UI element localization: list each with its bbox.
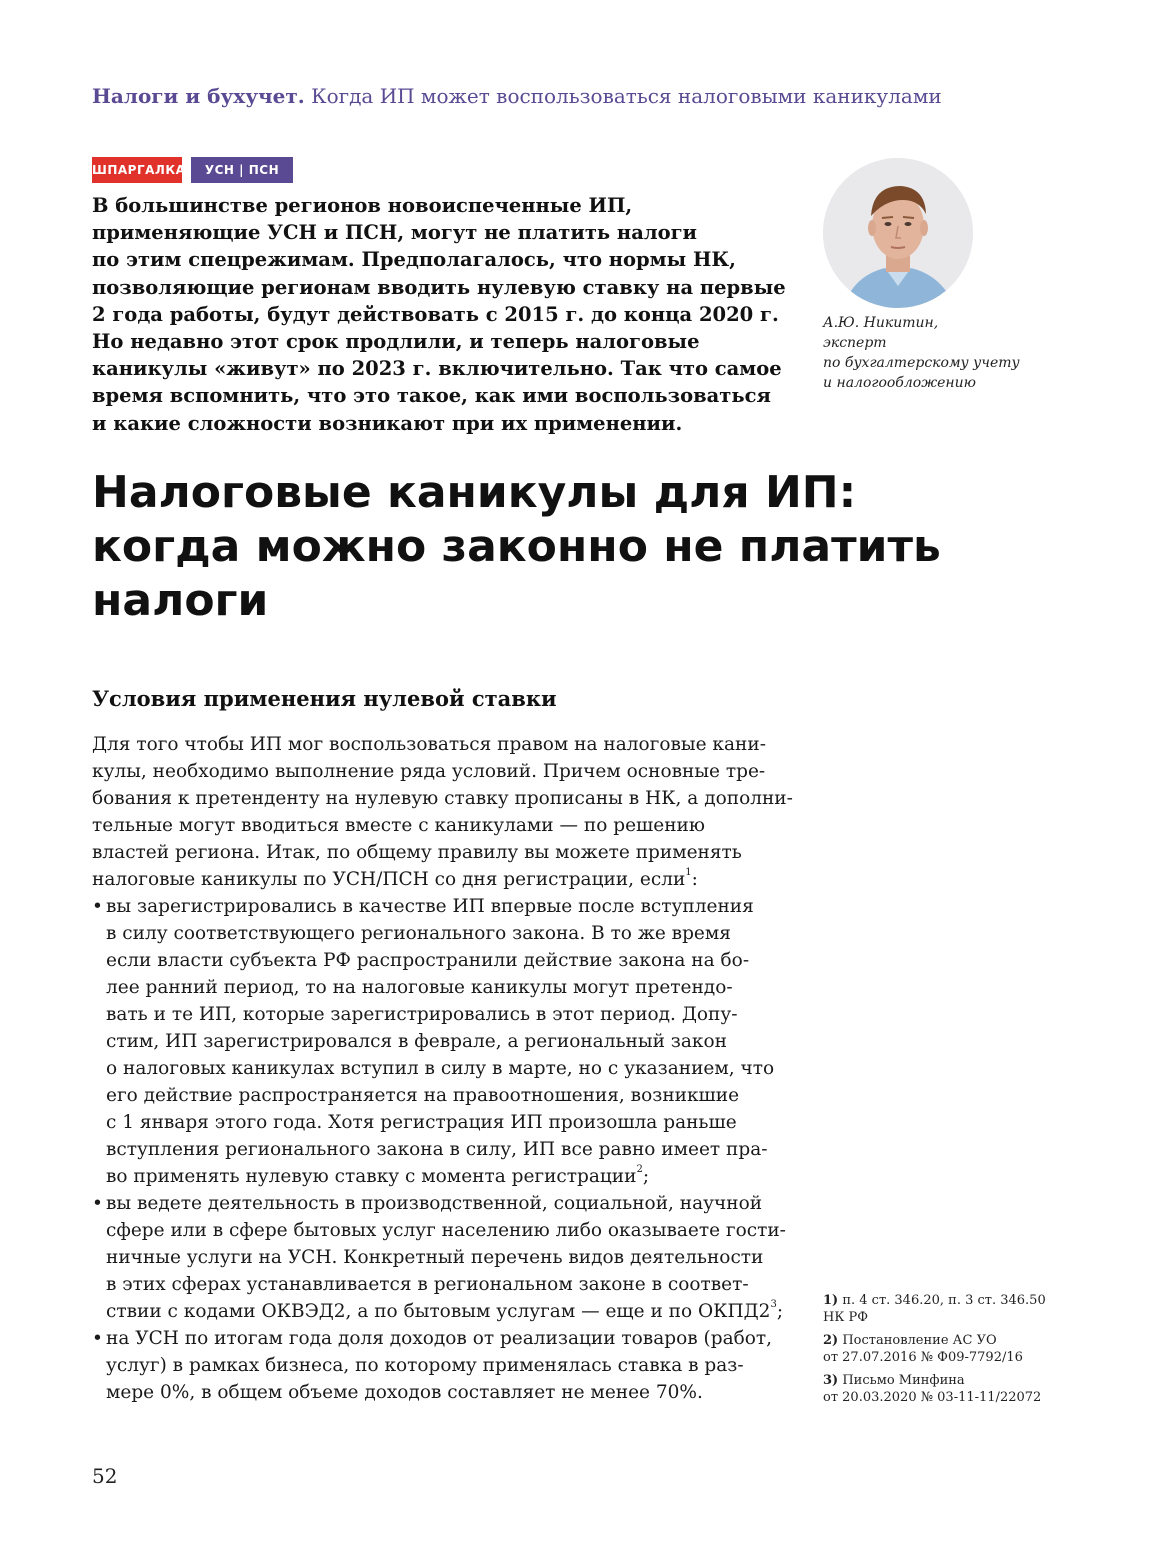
footnote-number: 3) <box>823 1373 839 1388</box>
footnote-text: Письмо Минфина <box>842 1373 965 1388</box>
author-role-line: эксперт <box>823 335 887 351</box>
lead-line: и какие сложности возникают при их применении. <box>92 411 683 435</box>
body-line: вать и те ИП, которые зарегистрировались в этот период. Допу- <box>106 1004 738 1025</box>
body-line: мере 0%, в общем объеме доходов составляет не менее 70%. <box>106 1382 703 1403</box>
footnote <box>823 1372 1063 1406</box>
body-line: ничные услуги на УСН. Конкретный перечень видов деятельности <box>106 1247 764 1268</box>
title-line: Налоговые каникулы для ИП: <box>92 467 857 518</box>
body-line: в силу соответствующего регионального закона. В то же время <box>106 923 731 944</box>
body-line <box>92 1298 784 1325</box>
author-caption <box>823 313 1020 393</box>
lead-line: применяющие УСН и ПСН, могут не платить налоги <box>92 221 697 245</box>
footnote-ref[interactable]: 3 <box>770 1299 777 1310</box>
running-header <box>92 84 942 108</box>
footnotes <box>823 1292 1063 1412</box>
lead-line: 2 года работы, будут действовать с 2015 г. до конца 2020 г. <box>92 302 779 326</box>
header-section: Налоги и бухучет. <box>92 84 305 108</box>
bullet-marker: • <box>92 1328 103 1349</box>
lead-line: время вспомнить, что это такое, как ими воспользоваться <box>92 384 771 408</box>
author-role-line: и налогообложению <box>823 375 976 391</box>
body-line: лее ранний период, то на налоговые каникулы могут претендо- <box>106 977 733 998</box>
bullet-marker: • <box>92 1193 103 1214</box>
footnote-ref[interactable]: 1 <box>685 867 692 878</box>
lead-line: каникулы «живут» по 2023 г. включительно. Так что самое <box>92 357 782 381</box>
body-text: : <box>691 869 698 890</box>
tag-row <box>92 157 293 183</box>
author-name: А.Ю. Никитин, <box>823 315 939 331</box>
lead-line: В большинстве регионов новоиспеченные ИП, <box>92 194 633 217</box>
author-portrait-icon <box>823 158 973 308</box>
body-text: ; <box>776 1301 784 1322</box>
tag-cheatsheet: ШПАРГАЛКА <box>92 157 182 183</box>
body-text: во применять нулевую ставку с момента регистрации <box>106 1166 637 1187</box>
body-line: услуг) в рамках бизнеса, по которому применялась ставка в раз- <box>106 1355 744 1376</box>
header-article: Когда ИП может воспользоваться налоговыми каникулами <box>311 84 942 108</box>
body-line: бования к претенденту на нулевую ставку прописаны в НК, а дополни- <box>92 788 793 809</box>
page-number: 52 <box>92 1464 118 1488</box>
lead-line: по этим спецрежимам. Предполагалось, что нормы НК, <box>92 248 736 272</box>
body-line: кулы, необходимо выполнение ряда условий. Причем основные тре- <box>92 761 766 782</box>
tag-usn-psn: УСН | ПСН <box>191 157 293 183</box>
lead-line: позволяющие регионам вводить нулевую ставку на первые <box>92 275 786 299</box>
body-line: властей региона. Итак, по общему правилу вы можете применять <box>92 842 742 863</box>
body-text: ; <box>642 1166 650 1187</box>
bullet-item <box>92 1325 770 1352</box>
section-heading: Условия применения нулевой ставки <box>92 686 557 711</box>
author-photo <box>823 158 973 308</box>
footnote-text: НК РФ <box>823 1310 869 1325</box>
footnote-number: 1) <box>823 1293 839 1308</box>
body-line: вступления регионального закона в силу, ИП все равно имеет пра- <box>106 1139 768 1160</box>
body-line <box>92 866 770 893</box>
author-role-line: по бухгалтерскому учету <box>823 355 1020 371</box>
footnote-number: 2) <box>823 1333 839 1348</box>
body-text: вы зарегистрировались в качестве ИП впервые после вступления <box>106 896 754 917</box>
footnote-text: п. 4 ст. 346.20, п. 3 ст. 346.50 <box>842 1293 1046 1308</box>
body-line: если власти субъекта РФ распространили действие закона на бо- <box>106 950 750 971</box>
bullet-item <box>92 1190 770 1217</box>
lead-paragraph <box>92 192 786 437</box>
footnote <box>823 1332 1063 1366</box>
body-line: в этих сферах устанавливается в региональном законе в соответ- <box>106 1274 749 1295</box>
body-text: налоговые каникулы по УСН/ПСН со дня регистрации, если <box>92 869 686 890</box>
lead-line: Но недавно этот срок продлили, и теперь налоговые <box>92 330 700 354</box>
footnote-ref[interactable]: 2 <box>636 1164 643 1175</box>
title-line: когда можно законно не платить <box>92 521 941 572</box>
footnote-text: Постановление АС УО <box>842 1333 997 1348</box>
body-line: Для того чтобы ИП мог воспользоваться правом на налоговые кани- <box>92 734 766 755</box>
body-line: тельные могут вводиться вместе с каникулами — по решению <box>92 815 705 836</box>
body-line: стим, ИП зарегистрировался в феврале, а региональный закон <box>106 1031 727 1052</box>
footnote-text: от 27.07.2016 № Ф09-7792/16 <box>823 1350 1023 1365</box>
bullet-marker: • <box>92 896 103 917</box>
article-title <box>92 466 1092 628</box>
body-text: ствии с кодами ОКВЭД2, а по бытовым услугам — еще и по ОКПД2 <box>106 1301 771 1322</box>
body-line: его действие распространяется на правоотношения, возникшие <box>106 1085 740 1106</box>
title-line: налоги <box>92 575 269 626</box>
body-line <box>92 1163 770 1190</box>
bullet-item <box>92 893 770 920</box>
body-text: на УСН по итогам года доля доходов от реализации товаров (работ, <box>106 1328 772 1349</box>
footnote-text: от 20.03.2020 № 03-11-11/22072 <box>823 1390 1042 1405</box>
body-line: о налоговых каникулах вступил в силу в марте, но с указанием, что <box>106 1058 775 1079</box>
footnote <box>823 1292 1063 1326</box>
body-text: вы ведете деятельность в производственной, социальной, научной <box>106 1193 763 1214</box>
body-line: сфере или в сфере бытовых услуг населению либо оказываете гости- <box>106 1220 786 1241</box>
article-body <box>92 731 793 1406</box>
body-line: с 1 января этого года. Хотя регистрация ИП произошла раньше <box>106 1112 737 1133</box>
